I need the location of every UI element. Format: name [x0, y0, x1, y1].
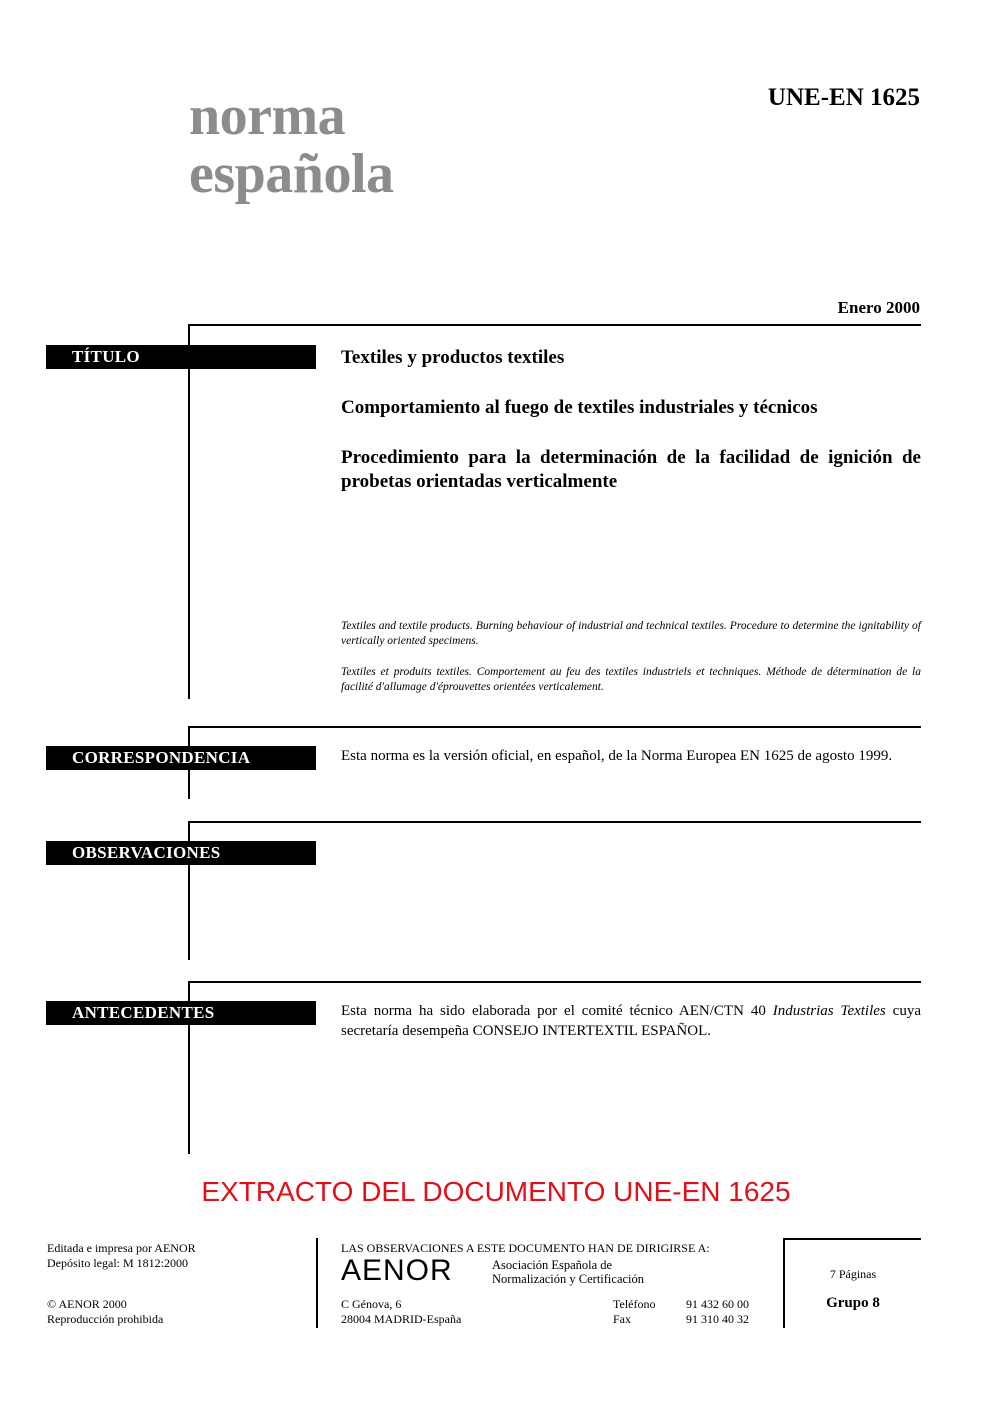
- phone-number: 91 432 60 00: [686, 1297, 749, 1311]
- footer-legal-deposit: Depósito legal: M 1812:2000: [47, 1256, 188, 1270]
- brand-line-norma: norma: [189, 85, 346, 147]
- price-group: Grupo 8: [826, 1295, 880, 1311]
- title-english: Textiles and textile products. Burning behaviour of industrial and technical textiles. Procedure to determine the ignitability of vertically oriented specimens.: [341, 620, 921, 647]
- fax-number: 91 310 40 32: [686, 1312, 749, 1326]
- label-correspondencia: CORRESPONDENCIA: [46, 746, 316, 770]
- footer-divider-left: [316, 1238, 318, 1328]
- label-antecedentes: ANTECEDENTES: [46, 1001, 316, 1025]
- correspondencia-text: Esta norma es la versión oficial, en español, de la Norma Europea EN 1625 de agosto 1999.: [341, 748, 893, 764]
- phone-label: Teléfono: [613, 1297, 656, 1311]
- title-line-2: Comportamiento al fuego de textiles industriales y técnicos: [341, 397, 818, 418]
- brand-line-espanola: española: [189, 143, 394, 205]
- publication-date: Enero 2000: [837, 298, 920, 317]
- footer-divider-right: [783, 1238, 785, 1328]
- page-count: 7 Páginas: [829, 1267, 877, 1281]
- antecedentes-committee-name: Industrias Textiles: [772, 1003, 886, 1019]
- label-titulo: TÍTULO: [46, 345, 316, 369]
- section-divider-correspondencia: [188, 726, 921, 728]
- address-line-1: C Génova, 6: [341, 1297, 402, 1311]
- section-divider-titulo: [188, 324, 921, 326]
- extract-notice: EXTRACTO DEL DOCUMENTO UNE-EN 1625: [201, 1176, 791, 1207]
- fax-label: Fax: [613, 1312, 631, 1326]
- footer-edited: Editada e impresa por AENOR: [47, 1241, 196, 1255]
- org-name-line-1: Asociación Española de: [492, 1258, 613, 1272]
- footer-copyright: © AENOR 2000: [47, 1297, 127, 1311]
- antecedentes-text: Esta norma ha sido elaborada por el comité técnico AEN/CTN 40 Industrias Textiles cuya secretaría desempeña CONSEJO INTERTEXTIL ESPAÑOL.: [341, 1003, 921, 1039]
- title-french: Textiles et produits textiles. Comportement au feu des textiles industriels et techniques. Méthode de détermination de la facilité d'allumage d'éprouvettes orientées verticalement.: [341, 666, 921, 693]
- section-rule-titulo: [188, 324, 190, 699]
- org-name-line-2: Normalización y Certificación: [492, 1272, 645, 1286]
- section-divider-antecedentes: [188, 981, 921, 983]
- title-line-3: Procedimiento para la determinación de la facilidad de ignición de probetas orientadas verticalmente: [341, 447, 921, 492]
- standard-code: UNE-EN 1625: [767, 84, 920, 111]
- aenor-logo: AENOR: [341, 1254, 453, 1287]
- label-observaciones: OBSERVACIONES: [46, 841, 316, 865]
- section-divider-observaciones: [188, 821, 921, 823]
- title-line-1: Textiles y productos textiles: [341, 347, 565, 368]
- footer-reproduction: Reproducción prohibida: [47, 1312, 164, 1326]
- footer-notice: LAS OBSERVACIONES A ESTE DOCUMENTO HAN DE DIRIGIRSE A:: [341, 1241, 710, 1255]
- footer-box-top: [783, 1238, 921, 1240]
- address-line-2: 28004 MADRID-España: [341, 1312, 462, 1326]
